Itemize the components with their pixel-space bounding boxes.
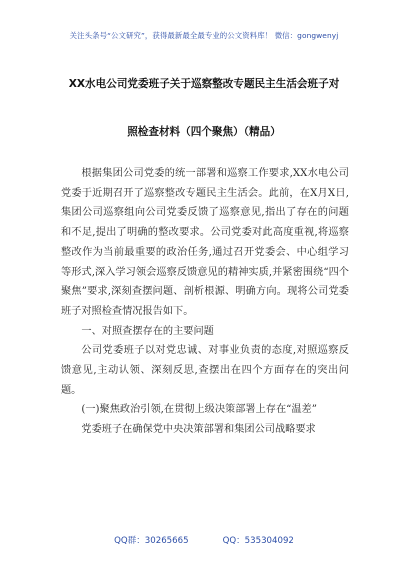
body-paragraph: 公司党委班子以对党忠诚、对事业负责的态度,对照巡察反馈意见,主动认领、深刻反思,查摆出在四个方面存在的突出问题。 <box>61 345 349 396</box>
body-paragraph: 根据集团公司党委的统一部署和巡察工作要求,XX水电公司党委于近期召开了巡察整改专题民主生活会。此前，在X月X日,集团公司巡察组向公司党委反馈了巡察意见,指出了存在的问题和不足,提出了明确的整改要求。公司党委对此高度重视,将巡察整改作为当前最重要的政治任务,通过召开党委会、中心组学习等形式,深入学习领会巡察反馈意见的精神实质,并紧密围绕“四个聚焦”要求,深刻查摆问题、剖析根源、明确方向。现将公司党委班子对照检查情况报告如下。 <box>61 168 349 317</box>
footer-contact <box>0 534 408 546</box>
body-paragraph: 党委班子在确保党中央决策部署和集团公司战略要求 <box>81 424 316 436</box>
banner-wechat-id: gongwenyj <box>297 31 339 40</box>
document-title-line-1: XX水电公司党委班子关于巡察整改专题民主生活会班子对 <box>68 78 340 90</box>
section-heading: 一、对照查摆存在的主要问题 <box>81 325 214 337</box>
subsection-heading: (一)聚焦政治引领,在贯彻上级决策部署上存在“温差” <box>81 404 317 416</box>
header-banner <box>0 30 408 41</box>
banner-text: 关注头条号“公文研究”，获得最新最全最专业的公文资料库！ 微信： <box>69 31 298 40</box>
document-body <box>61 164 349 440</box>
footer-qq-number: QQ：535304092 <box>222 536 294 546</box>
footer-qq-group: QQ群：30265665 <box>114 536 189 546</box>
document-title-line-2: 照检查材料（四个聚焦）（精品） <box>127 126 281 138</box>
